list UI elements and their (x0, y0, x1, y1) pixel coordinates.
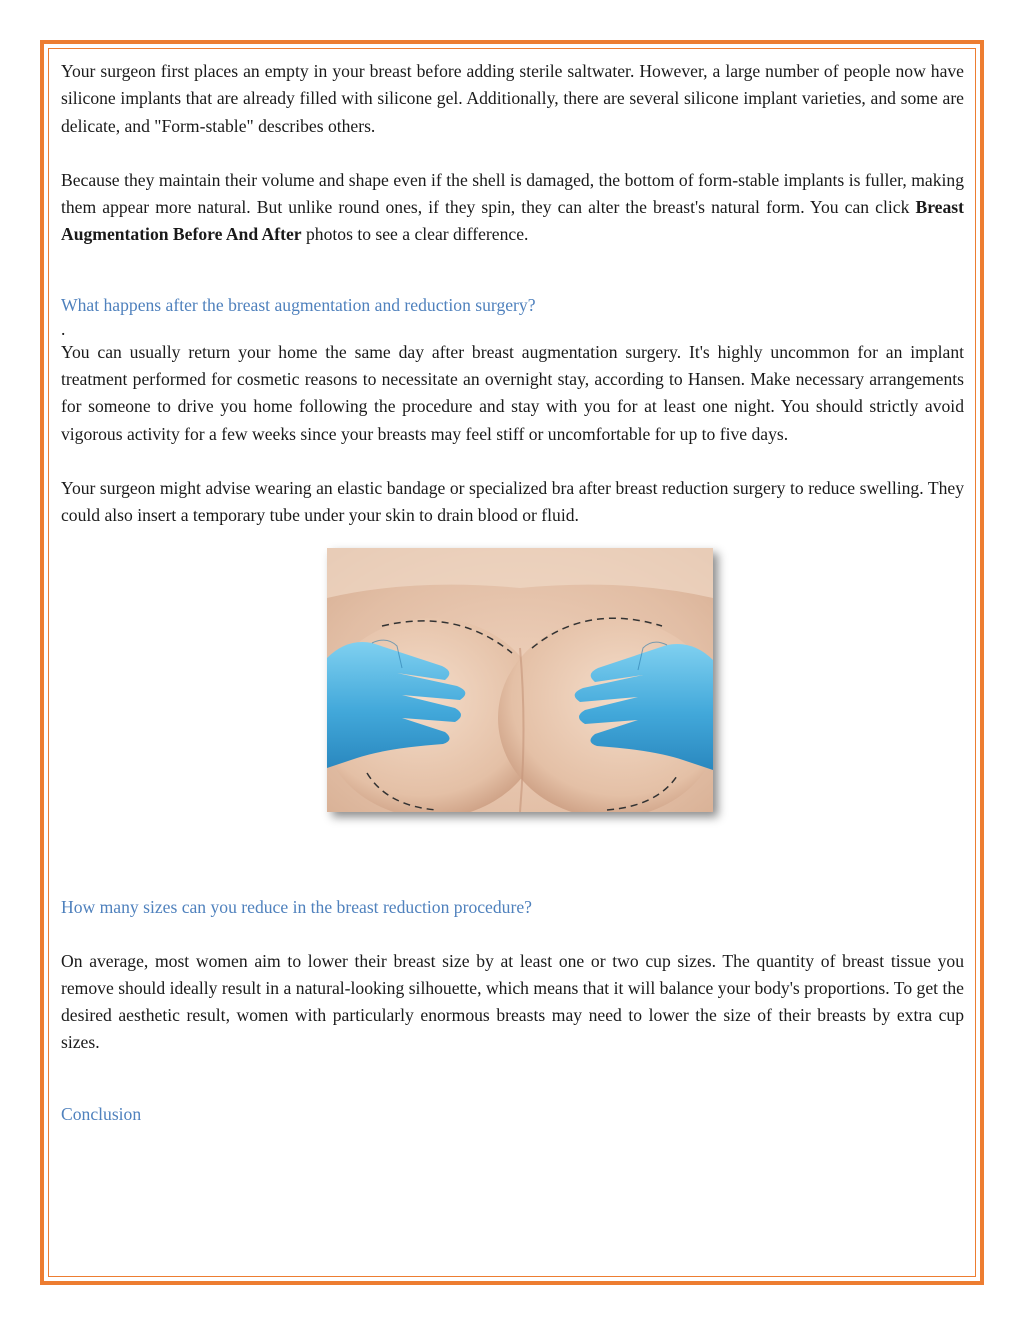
paragraph-form-stable-tail: photos to see a clear difference. (301, 224, 529, 245)
breast-augmentation-photo (327, 548, 713, 812)
paragraph-recovery: You can usually return your home the same day after breast augmentation surgery. It's highly uncommon for an implant treatment performed for cosmetic reasons to necessitate an overnight stay, according to Hansen. Make necessary arrangements for someone to drive you home following the procedure and stay with you for at least one night. You should strictly avoid vigorous activity for a few weeks since your breasts may feel stiff or uncomfortable for up to five days. (61, 341, 964, 444)
paragraph-reduction-care: Your surgeon might advise wearing an elastic bandage or specialized bra after breast reduction surgery to reduce swelling. They could also insert a temporary tube under your skin to drain blood or fluid. (61, 477, 964, 526)
paragraph-form-stable (61, 167, 964, 249)
heading-conclusion: Conclusion (61, 1103, 142, 1124)
document-content (61, 58, 964, 1128)
breast-augmentation-illustration (327, 548, 713, 812)
before-after-link[interactable]: Breast Augmentation Before And After (61, 197, 964, 245)
heading-reduction-sizes: How many sizes can you reduce in the breast reduction procedure? (61, 896, 532, 917)
stray-period: . (61, 318, 66, 339)
paragraph-cup-sizes: On average, most women aim to lower their breast size by at least one or two cup sizes. The quantity of breast tissue you remove should ideally result in a natural-looking silhouette, which means that it will balance your body's proportions. To get the desired aesthetic result, women with particularly enormous breasts may need to lower the size of their breasts by extra cup sizes. (61, 950, 964, 1053)
figure-container (61, 548, 964, 812)
paragraph-implant-types: Your surgeon first places an empty in your breast before adding sterile saltwater. However, a large number of people now have silicone implants that are already filled with silicone gel. Additionally, there are several silicone implant varieties, and some are delicate, and "Form-stable" describes others. (61, 61, 964, 136)
heading-after-surgery: What happens after the breast augmentation and reduction surgery? (61, 294, 536, 315)
paragraph-form-stable-text: Because they maintain their volume and shape even if the shell is damaged, the bottom of form-stable implants is fuller, making them appear more natural. But unlike round ones, if they spin, they can alter the breast's natural form. You can click (61, 169, 964, 218)
